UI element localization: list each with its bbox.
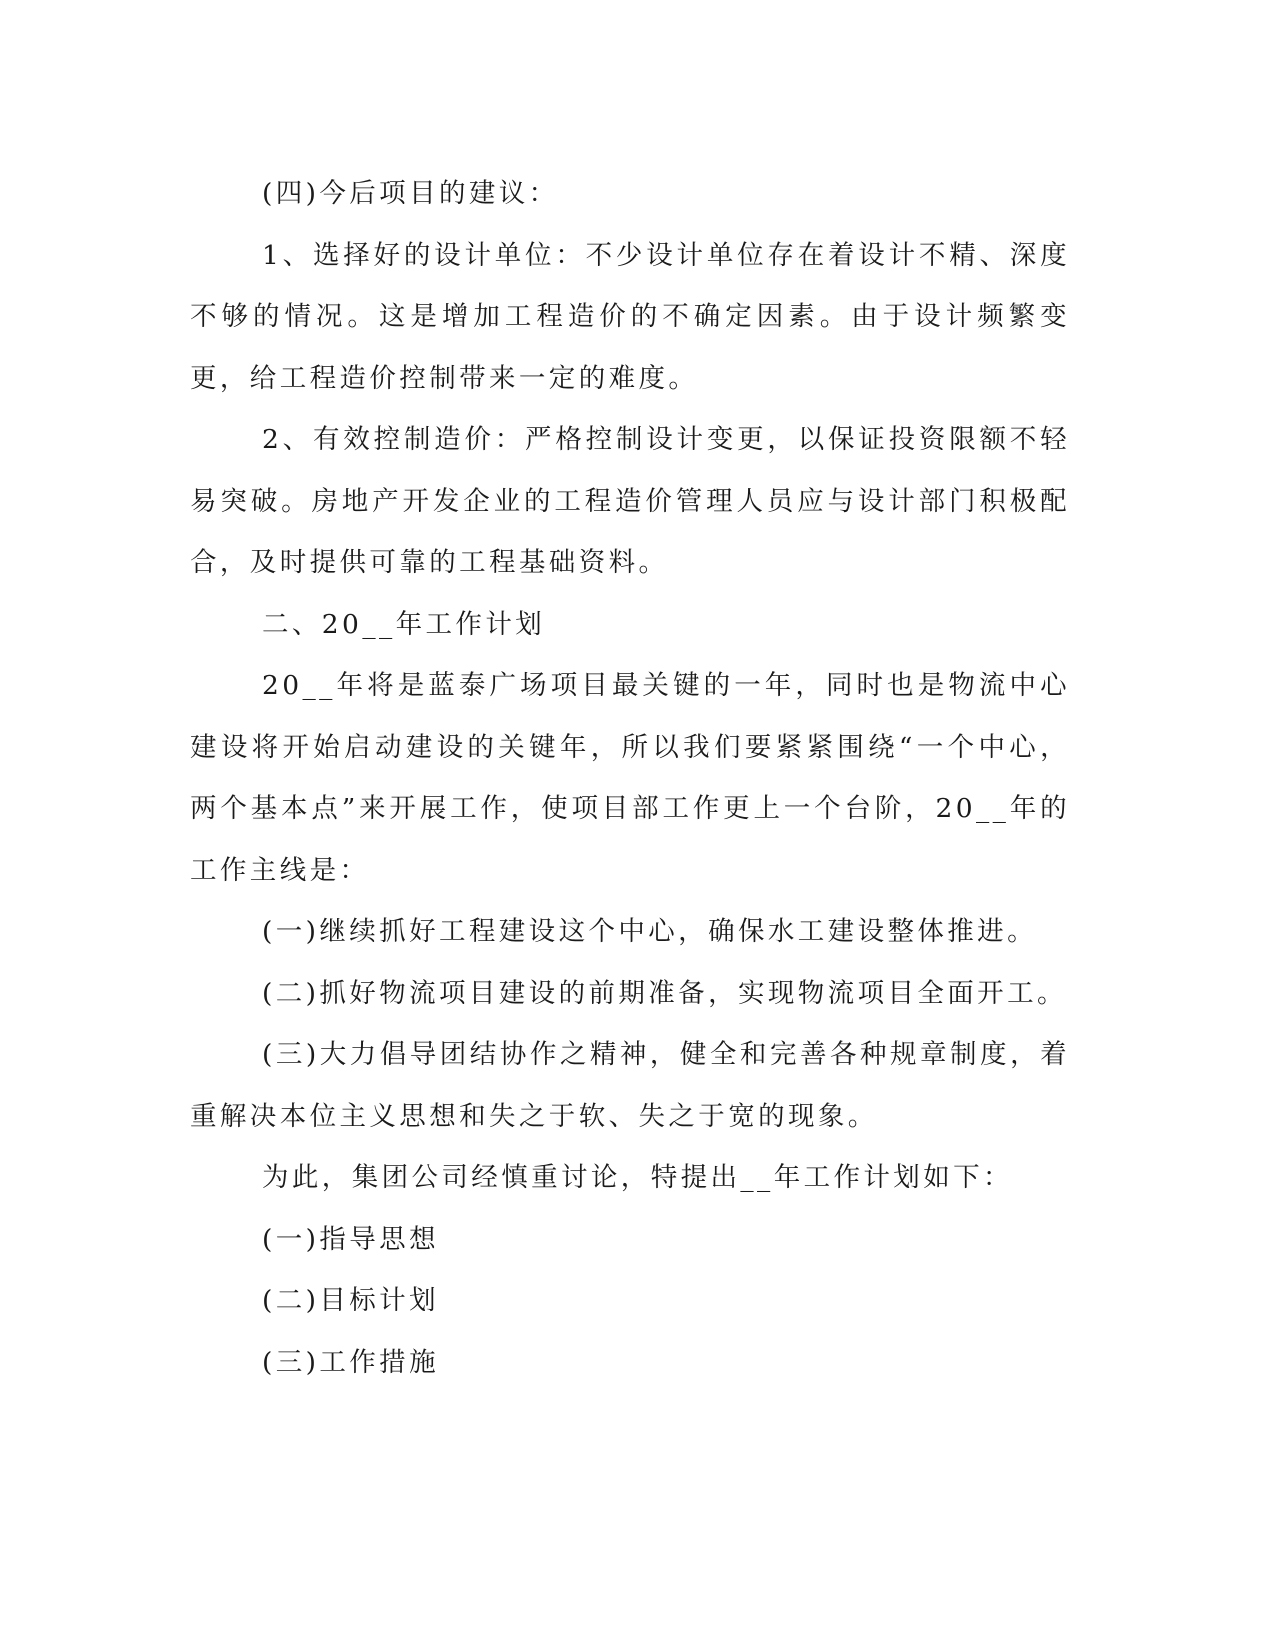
document-body [190, 163, 1070, 1393]
section-heading-suggestions: (四)今后项目的建议： [262, 178, 559, 209]
paragraph-plan-intro: 为此，集团公司经慎重讨论，特提出__年工作计划如下： [262, 1162, 1013, 1193]
paragraph-key-year: 20__年将是蓝泰广场项目最关键的一年，同时也是物流中心建设将开始启动建设的关键年，所以我们要紧紧围绕“一个中心，两个基本点”来开展工作，使项目部工作更上一个台阶，20__年的工作主线是： [190, 670, 1070, 886]
paragraph-design-unit: 1、选择好的设计单位：不少设计单位存在着设计不精、深度不够的情况。这是增加工程造价的不确定因素。由于设计频繁变更，给工程造价控制带来一定的难度。 [190, 239, 1070, 394]
outline-item-work-measures: (三)工作措施 [262, 1346, 439, 1378]
section-heading-work-plan: 二、20__年工作计划 [262, 608, 546, 640]
outline-item-guiding-thought: (一)指导思想 [262, 1223, 439, 1255]
outline-item-target-plan: (二)目标计划 [262, 1285, 439, 1316]
list-item-2: (二)抓好物流项目建设的前期准备，实现物流项目全面开工。 [262, 977, 1067, 1009]
list-item-3: (三)大力倡导团结协作之精神，健全和完善各种规章制度，着重解决本位主义思想和失之于软、失之于宽的现象。 [190, 1039, 1070, 1132]
paragraph-cost-control: 2、有效控制造价：严格控制设计变更，以保证投资限额不轻易突破。房地产开发企业的工程造价管理人员应与设计部门积极配合，及时提供可靠的工程基础资料。 [190, 424, 1070, 578]
list-item-1: (一)继续抓好工程建设这个中心，确保水工建设整体推进。 [262, 916, 1037, 947]
